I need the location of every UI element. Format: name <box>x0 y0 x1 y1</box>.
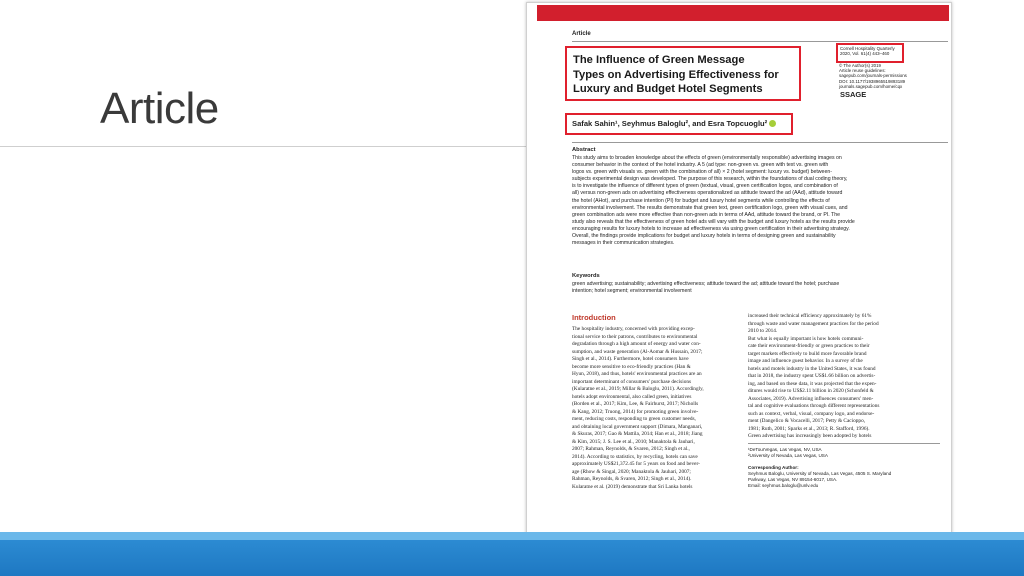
body-line: Singh et al., 2014). Furthermore, hotel consumers have <box>572 356 689 362</box>
body-line: ment, reducing costs, responding to green customer needs, <box>572 416 696 422</box>
body-line: and obtaining local government support (Dimara, Manganari, <box>572 423 703 430</box>
body-line: become more sensitive to eco-friendly practices (Han & <box>572 363 691 370</box>
body-line: 2014). According to statistics, by recycling, hotels can save <box>572 453 698 460</box>
abstract-line: Overall, the findings provide implications for budget and luxury hotels in terms of designing green and sustainability <box>572 233 836 240</box>
abstract-line: environmental involvement. The results demonstrate that green text, green certification logo, green with visual cues, and <box>572 204 848 211</box>
body-line: tal and cognitive evaluations through different representations <box>748 403 880 409</box>
affiliation-line: ²University of Nevada, Las Vegas, USA <box>748 453 828 458</box>
body-line: cate their environment-friendly or green practices to their <box>748 343 870 349</box>
article-title-highlight <box>565 46 801 101</box>
orcid-icon <box>769 120 776 127</box>
body-line: 1981; Ruth, 2001; Sparks et al., 2013; R. Stafford, 1996). <box>748 425 870 432</box>
title-divider <box>0 146 528 147</box>
article-metadata <box>839 63 907 89</box>
body-line: through waste and water management practices for the period <box>748 320 879 327</box>
body-line: & Kang, 2012; Truong, 2014) for promoting green involve- <box>572 408 699 415</box>
body-line: ment (Dangelico & Vocacelli, 2017; Petty & Cacioppo, <box>748 418 866 424</box>
body-line: important determinant of consumers' purchase decisions <box>572 378 692 385</box>
authors-text: Safak Sahin¹, Seyhmus Baloglu², and Esra Topcuoglu² <box>572 119 768 128</box>
affiliations <box>748 447 828 459</box>
body-line: approximately US$21,372.45 for 5 years on food and bever- <box>572 461 700 467</box>
journal-line: Cornell Hospitality Quarterly <box>840 46 895 51</box>
article-title-line: Types on Advertising Effectiveness for <box>573 68 779 81</box>
body-line: increased their technical efficiency approximately by 61% <box>748 313 872 319</box>
right-column-text <box>748 313 879 441</box>
journal-header-bar <box>537 5 949 21</box>
body-line: Hyun, 2018), and thus, hotels' environmental practices are an <box>572 371 702 377</box>
body-line: The hospitality industry, concerned with providing excep- <box>572 326 695 332</box>
abstract-line: logos vs. green with visuals vs. green with the combination of all) × 2 (hotel segment: luxury vs. budget) between- <box>572 169 832 176</box>
abstract-text <box>572 155 855 247</box>
body-line: such as context, verbal, visual, company logo, and endorse- <box>748 410 875 417</box>
body-line: & Kim, 2015; J. S. Lee et al., 2010; Manaktola & Jauhari, <box>572 438 695 445</box>
meta-line: DOI: 10.1177/1938965519893189 <box>839 78 906 84</box>
body-line: Rahman, Reynolds, & Svaren, 2012; Singh et al., 2014). <box>572 476 692 482</box>
body-line: Green advertising has increasingly been adopted by hotels <box>748 433 872 439</box>
keywords-line: green advertising; sustainability; advertising effectiveness; attitude toward the ad; attitude toward the hotel; purchase <box>572 281 840 287</box>
abstract-line: subjects experimental design was developed. The purpose of this research, within the foundations of dual coding theory, <box>572 176 848 183</box>
footnote-rule <box>748 443 940 444</box>
article-title-line: Luxury and Budget Hotel Segments <box>573 83 763 95</box>
body-line: image and influence guest behavior. In a survey of the <box>748 358 863 364</box>
abstract-heading: Abstract <box>572 147 596 153</box>
abstract-line: all) versus non-green ads on advertising effectiveness operationalized as attitude toward the ad (AAd), attitude toward <box>572 190 843 197</box>
authors-highlight <box>565 113 793 135</box>
footer-band <box>0 532 1024 576</box>
publisher-logo: SSAGE <box>840 90 867 99</box>
body-line: (Borden et al., 2017; Kim, Lee, & Fairhurst, 2017; Nicholls <box>572 401 699 407</box>
body-line: Kularatne et al. (2019) demonstrate that Sri Lanka hotels <box>572 483 693 490</box>
abstract-line: consumer behavior in the context of the hotel industry. A 5 (ad type: non-green vs. green with text vs. green with <box>572 162 829 169</box>
body-line: tional service to their patrons, contributes to environmental <box>572 333 698 340</box>
body-line: that in 2018, the industry spent US$1.66 billion on advertis- <box>748 373 876 379</box>
keywords-line: intention; hotel segment; environmental involvement <box>572 288 692 295</box>
body-line: ing, and based on these data, it was projected that the expen- <box>748 380 877 387</box>
body-line: age (Rhow & Singal, 2020; Manaktola & Jauhari, 2007; <box>572 468 691 475</box>
abstract-line: study also reveals that the effectiveness of green hotel ads will vary with the budget and luxury hotels as the results provide <box>572 218 855 225</box>
header-rule <box>572 41 948 42</box>
corresponding-line: Email: seyhmus.baloglu@unlv.edu <box>748 483 819 488</box>
article-title-line: The Influence of Green Message <box>573 54 745 66</box>
authors-rule <box>572 142 948 143</box>
journal-line: 2020, Vol. 61(4) 443–460 <box>840 51 890 57</box>
keywords-text <box>572 281 839 295</box>
abstract-line: green combination ads were more effective than non-green ads in terms of AAd, attitude toward the brand, or PI. The <box>572 211 840 218</box>
abstract-line: encouraging results for luxury hotels to increase ad effectiveness via using green certification in their advertising strategy. <box>572 225 850 232</box>
meta-line: © The Author(s) 2019 <box>839 63 881 68</box>
meta-line: sagepub.com/journals-permissions <box>839 73 907 79</box>
body-line: 2007; Rahman, Reynolds, & Svaren, 2012; Singh et al., <box>572 446 690 452</box>
journal-info-highlight <box>836 43 904 63</box>
body-line: But what is equally important is how hotels communi- <box>748 335 864 342</box>
body-line: (Kularatne et al., 2019; Millar & Baloglu, 2011). Accordingly, <box>572 386 704 392</box>
left-column-text <box>572 326 704 491</box>
corresponding-heading: Corresponding Author: <box>748 465 799 470</box>
corresponding-line: Parkway, Las Vegas, NV 89154-6017, USA. <box>748 477 838 482</box>
meta-line: journals.sagepub.com/home/cqx <box>839 83 903 89</box>
body-line: hotels and motels industry in the United States, it was found <box>748 365 876 372</box>
body-line: degradation through a high amount of energy and water con- <box>572 341 701 347</box>
body-line: hotels adopt environmental, also called green, initiatives <box>572 393 692 400</box>
affiliation-line: ¹DeTourVegas, Las Vegas, NV, USA <box>748 447 822 452</box>
article-type-label: Article <box>572 31 591 37</box>
body-line: & Skuras, 2017; Gao & Mattila, 2014; Han et al., 2018; Jiang <box>572 431 703 437</box>
keywords-heading: Keywords <box>572 273 600 279</box>
abstract-line: the hotel (AHot), and purchase intention (PI) for budget and luxury hotel segments while controlling the effects of <box>572 197 830 204</box>
abstract-line: is to investigate the influence of different types of green (textual, visual, green certification logos, and combination of <box>572 183 838 190</box>
body-line: Associates, 2019). Advertising influences consumers' men- <box>748 395 874 402</box>
meta-line: Article reuse guidelines: <box>839 68 886 74</box>
body-line: sumption, and waste generation (Al-Aomar & Hussain, 2017; <box>572 348 703 355</box>
slide-title: Article <box>100 84 219 133</box>
article-page-image <box>526 2 952 548</box>
body-line: 2010 to 2014. <box>748 328 778 334</box>
abstract-line: This study aims to broaden knowledge about the effects of green (environmentally responsible) advertising images on <box>572 155 842 161</box>
abstract-line: messages in their communication strategies. <box>572 240 675 247</box>
corresponding-line: Seyhmus Baloglu, University of Nevada, Las Vegas, 4505 S. Maryland <box>748 471 892 476</box>
body-line: ditures would rise to US$2.11 billion in 2020 (Schonfeld & <box>748 388 874 394</box>
corresponding-author <box>748 465 891 489</box>
introduction-heading: Introduction <box>572 313 616 322</box>
body-line: target markets effectively to build more favorable brand <box>748 350 867 357</box>
